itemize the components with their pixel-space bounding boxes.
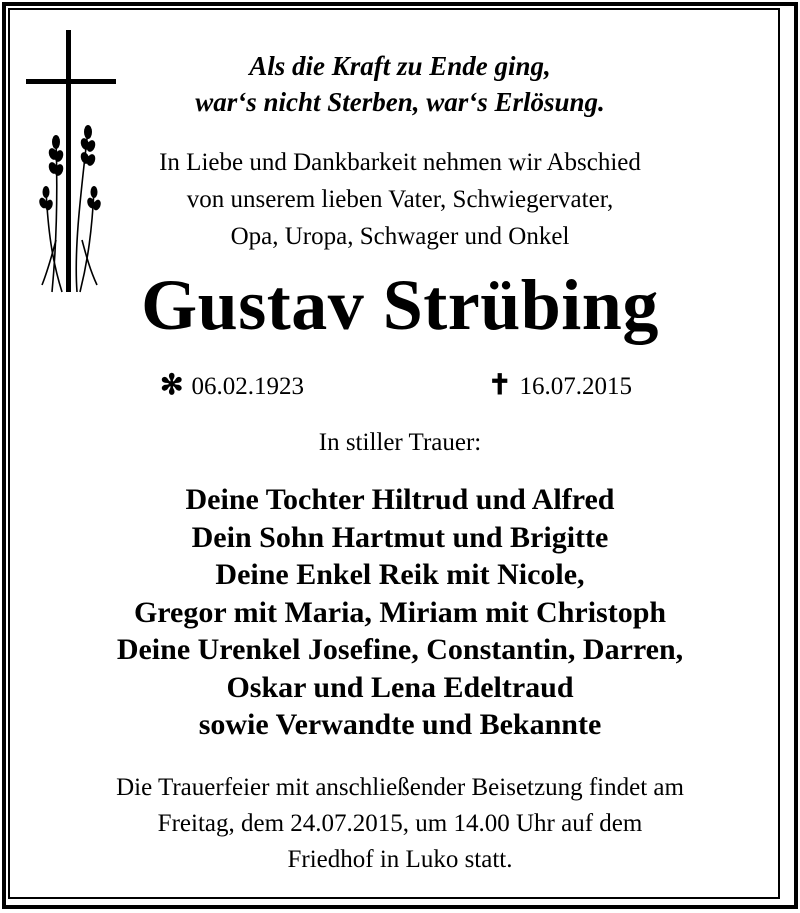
verse-line: war‘s nicht Sterben, war‘s Erlösung. — [195, 87, 605, 117]
family-line: Deine Tochter Hiltrud und Alfred — [185, 483, 615, 516]
death-cross-icon: ✝ — [488, 370, 512, 401]
family-line: sowie Verwandte und Bekannte — [198, 708, 602, 741]
birth-date: 06.02.1923 — [191, 373, 304, 400]
intro-text — [100, 144, 700, 255]
family-line: Deine Enkel Reik mit Nicole, — [215, 558, 585, 591]
family-line: Deine Urenkel Josefine, Constantin, Darren, — [116, 633, 684, 666]
family-line: Oskar und Lena Edeltraud — [226, 670, 574, 704]
life-dates — [0, 368, 800, 404]
intro-line: In Liebe und Dankbarkeit nehmen wir Abschied — [159, 149, 641, 176]
birth-date-group — [160, 368, 304, 402]
family-list — [0, 481, 800, 744]
verse — [120, 48, 680, 120]
service-line: Die Trauerfeier mit anschließender Beisetzung findet am — [116, 774, 684, 801]
verse-line: Als die Kraft zu Ende ging, — [249, 51, 551, 81]
family-line: Dein Sohn Hartmut und Brigitte — [191, 520, 609, 554]
mourning-label: In stiller Trauer: — [318, 429, 482, 456]
family-line: Gregor mit Maria, Miriam mit Christoph — [133, 595, 667, 629]
deceased-name: Gustav Strübing — [141, 265, 659, 345]
birth-star-icon: ✻ — [160, 370, 184, 401]
service-info — [40, 770, 760, 878]
death-date: 16.07.2015 — [519, 373, 632, 400]
service-line: Freitag, dem 24.07.2015, um 14.00 Uhr auf dem — [157, 810, 643, 837]
intro-line: von unserem lieben Vater, Schwiegervater, — [186, 186, 614, 213]
intro-line: Opa, Uropa, Schwager und Onkel — [230, 223, 570, 250]
death-date-group — [488, 368, 632, 402]
service-line: Friedhof in Luko statt. — [287, 846, 513, 873]
